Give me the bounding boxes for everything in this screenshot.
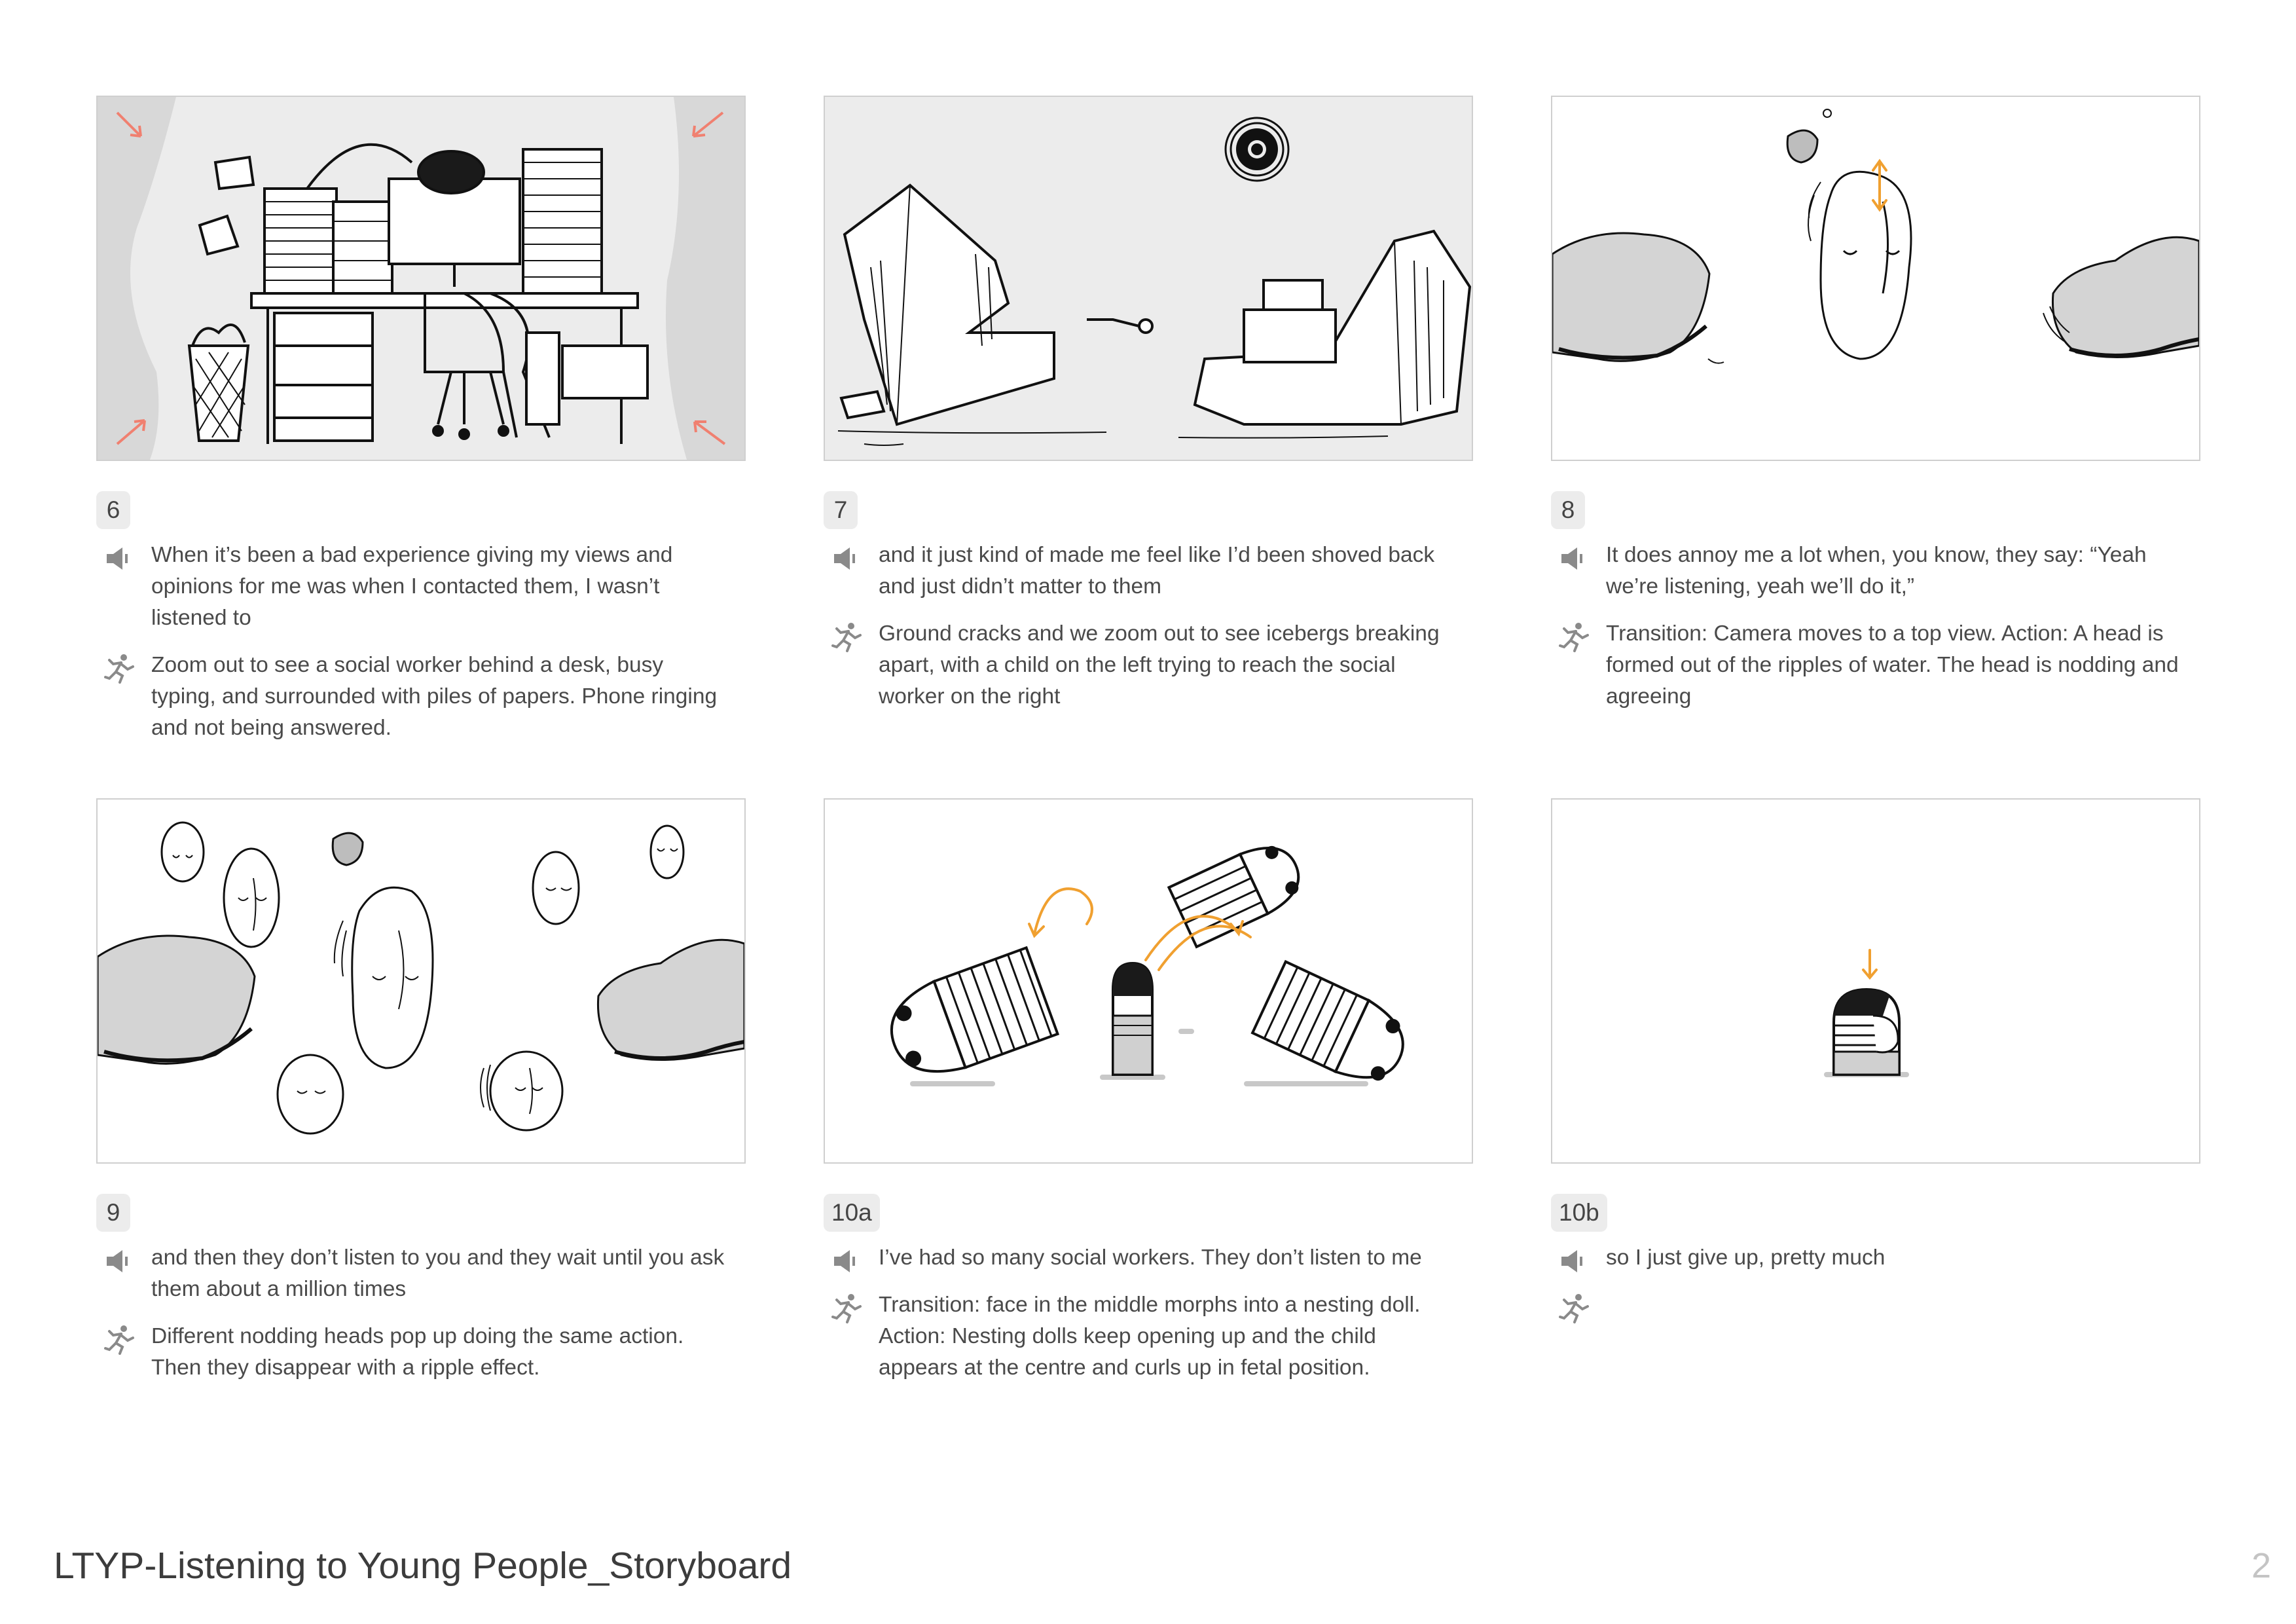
panel-number-badge: 9 (96, 1194, 130, 1232)
nesting-dolls-sketch (825, 800, 1472, 1162)
storyboard-panel-10b (1551, 798, 2200, 1270)
audio-text: so I just give up, pretty much (1606, 1246, 1886, 1270)
panel-9-illustration (96, 798, 746, 1164)
audio-text: I’ve had so many social workers. They don’t listen to me (879, 1246, 1422, 1270)
panel-number-badge: 10a (824, 1194, 880, 1232)
running-figure-icon (830, 1292, 863, 1325)
water-head-sketch (1552, 97, 2199, 460)
storyboard-panel-7 (824, 96, 1473, 709)
speaker-icon (1558, 1245, 1590, 1278)
audio-text: It does annoy me a lot when, you know, they say: “Yeah we’re listening, yeah we’ll do it,” (1606, 543, 2147, 599)
panel-number-badge: 8 (1551, 491, 1585, 529)
panel-number-badge: 6 (96, 491, 130, 529)
action-text: Transition: Camera moves to a top view. Action: A head is formed out of the ripples of water. The head is nodding and agreeing (1606, 621, 2179, 709)
panel-10a-illustration (824, 798, 1473, 1164)
document-title: LTYP-Listening to Young People_Storyboard (54, 1545, 792, 1587)
curled-child-doll-sketch (1552, 800, 2199, 1162)
storyboard-panel-9 (96, 798, 746, 1380)
action-text: Different nodding heads pop up doing the same action. Then they disappear with a ripple effect. (151, 1324, 684, 1380)
panel-number-badge: 7 (824, 491, 858, 529)
panel-10b-illustration (1551, 798, 2200, 1164)
speaker-icon (830, 542, 863, 575)
storyboard-panel-10a (824, 798, 1473, 1380)
storyboard-panel-6 (96, 96, 746, 740)
running-figure-icon (103, 1323, 136, 1356)
page-number: 2 (2251, 1546, 2271, 1585)
storyboard-panel-8 (1551, 96, 2200, 709)
speaker-icon (830, 1245, 863, 1278)
audio-text: and then they don’t listen to you and they wait until you ask them about a million times (151, 1246, 725, 1301)
running-figure-icon (103, 652, 136, 685)
panel-6-illustration (96, 96, 746, 461)
panel-8-illustration (1551, 96, 2200, 461)
action-text: Ground cracks and we zoom out to see icebergs breaking apart, with a child on the left trying to reach the social worker on the right (879, 621, 1440, 709)
panel-number-badge: 10b (1551, 1194, 1607, 1232)
speaker-icon (1558, 542, 1590, 575)
running-figure-icon (1558, 1292, 1590, 1325)
action-text: Zoom out to see a social worker behind a desk, busy typing, and surrounded with piles of papers. Phone ringing and not being answered. (151, 653, 718, 740)
audio-text: When it’s been a bad experience giving my views and opinions for me was when I contacted them, I wasn’t listened to (151, 543, 673, 630)
speaker-icon (103, 542, 136, 575)
panel-7-illustration (824, 96, 1473, 461)
running-figure-icon (1558, 621, 1590, 654)
running-figure-icon (830, 621, 863, 654)
many-heads-sketch (98, 800, 744, 1162)
icebergs-sketch (825, 97, 1472, 460)
audio-text: and it just kind of made me feel like I’d been shoved back and just didn’t matter to them (879, 543, 1435, 599)
speaker-icon (103, 1245, 136, 1278)
office-desk-sketch (98, 97, 744, 460)
action-text: Transition: face in the middle morphs into a nesting doll. Action: Nesting dolls keep opening up and the child appears at the centre and curls up in fetal position. (879, 1293, 1421, 1380)
